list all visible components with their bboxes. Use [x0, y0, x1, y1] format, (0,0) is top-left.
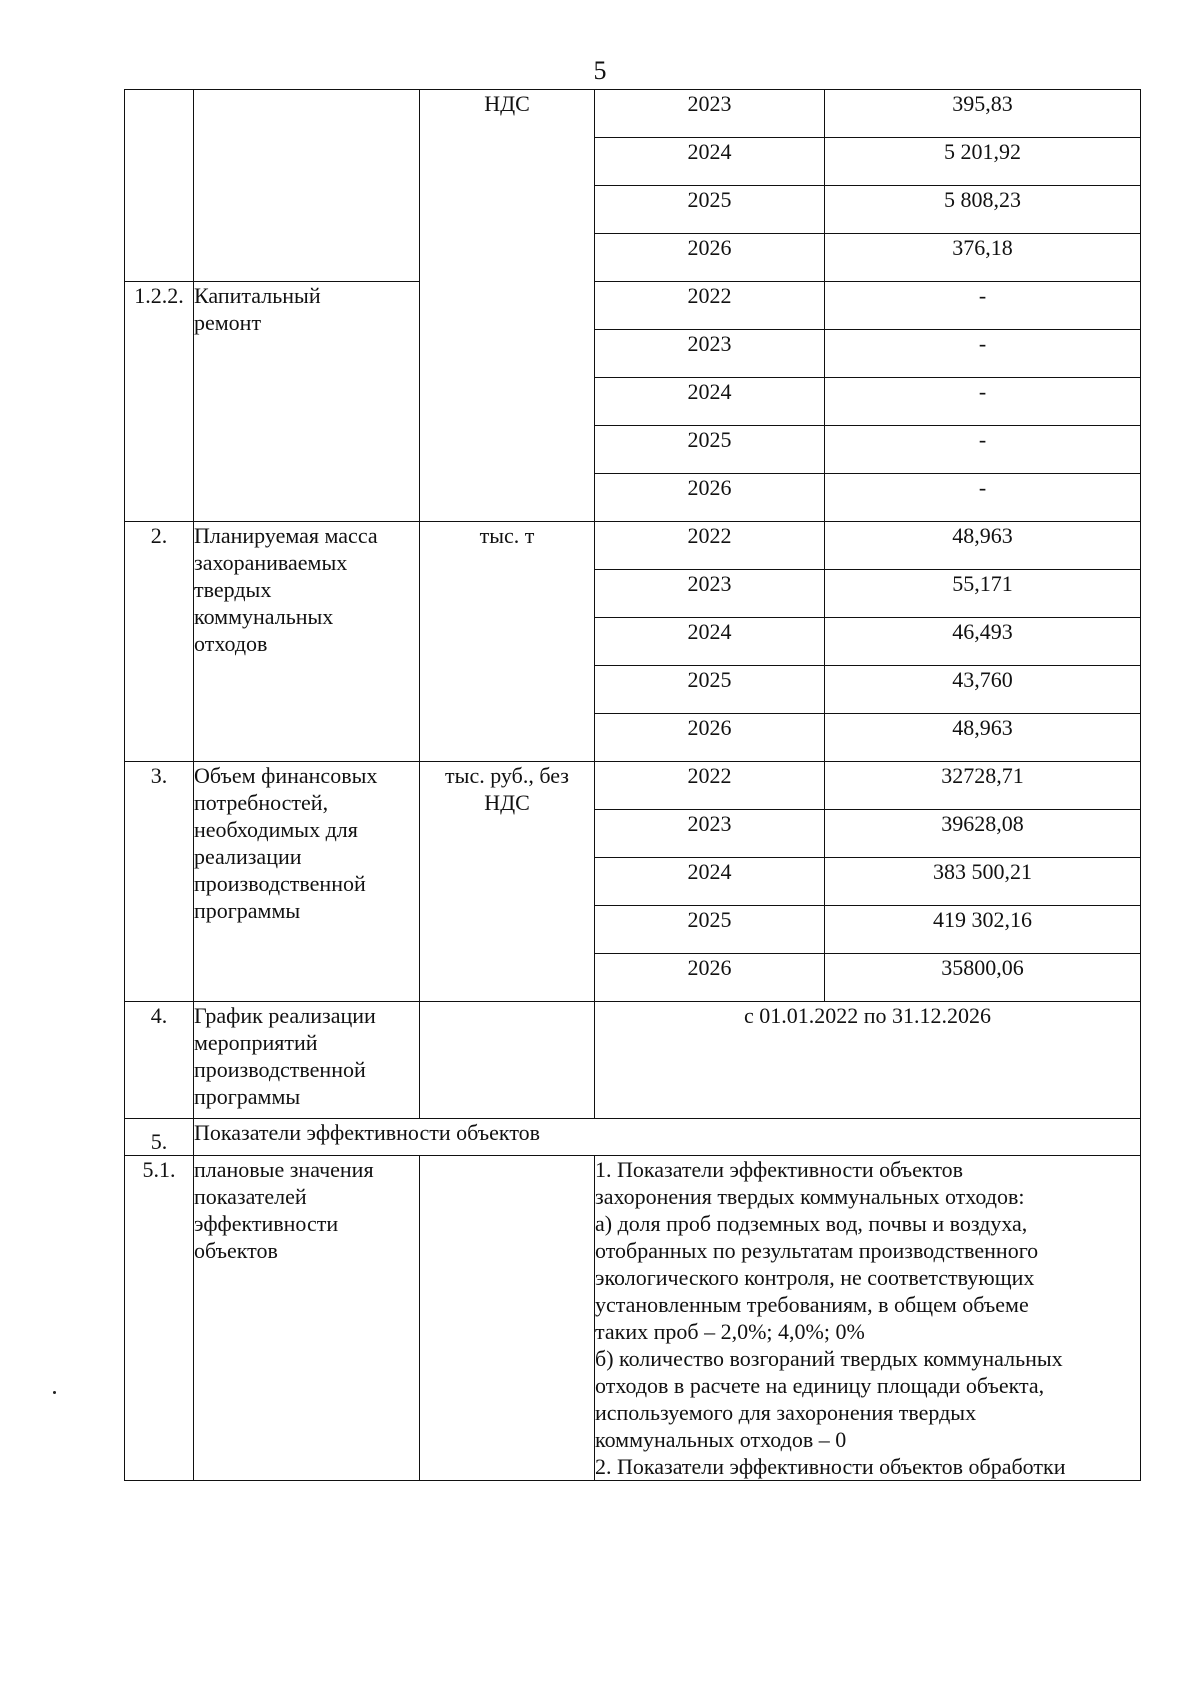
row-name: Объем финансовых потребностей, необходимых для реализации производственной программы	[194, 762, 420, 1002]
scan-speck	[53, 1391, 56, 1394]
value-cell: 43,760	[825, 666, 1141, 714]
value-cell: 48,963	[825, 714, 1141, 762]
table-row	[125, 522, 1141, 570]
row-name: График реализации мероприятий производственной программы	[194, 1002, 420, 1119]
empty-name-cell	[194, 90, 420, 282]
row-number: 1.2.2.	[125, 282, 194, 522]
value-cell: 383 500,21	[825, 858, 1141, 906]
value-cell: 419 302,16	[825, 906, 1141, 954]
unit-cell: тыс. т	[420, 522, 595, 762]
year-cell: 2026	[595, 954, 825, 1002]
value-cell: -	[825, 330, 1141, 378]
year-cell: 2022	[595, 522, 825, 570]
table-row	[125, 762, 1141, 810]
value-cell: 48,963	[825, 522, 1141, 570]
row-number: 4.	[125, 1002, 194, 1119]
value-cell: -	[825, 474, 1141, 522]
empty-num-cell	[125, 90, 194, 282]
indicators-text: 1. Показатели эффективности объектов захоронения твердых коммунальных отходов: а) доля проб подземных вод, почвы и воздуха, отобранных по результатам производственного экологического контроля, не соответствующих установленным требованиям, в общем объеме таких проб – 2,0%; 4,0%; 0% б) количество возгораний твердых коммунальных отходов в расчете на единицу площади объекта, используемого для захоронения твердых коммунальных отходов – 0 2. Показатели эффективности объектов обработки	[595, 1156, 1141, 1481]
row-number: 5.	[125, 1119, 194, 1156]
year-cell: 2024	[595, 138, 825, 186]
empty-unit-cell	[420, 1002, 595, 1119]
value-cell: 46,493	[825, 618, 1141, 666]
year-cell: 2025	[595, 666, 825, 714]
page-number: 5	[593, 56, 607, 85]
year-cell: 2022	[595, 282, 825, 330]
schedule-period: с 01.01.2022 по 31.12.2026	[595, 1002, 1141, 1119]
row-name: Планируемая масса захораниваемых твердых коммунальных отходов	[194, 522, 420, 762]
unit-cell: НДС	[420, 90, 595, 522]
table-row	[125, 1119, 1141, 1156]
year-cell: 2025	[595, 426, 825, 474]
year-cell: 2024	[595, 858, 825, 906]
year-cell: 2025	[595, 186, 825, 234]
year-cell: 2023	[595, 570, 825, 618]
row-number: 5.1.	[125, 1156, 194, 1481]
year-cell: 2026	[595, 234, 825, 282]
value-cell: 55,171	[825, 570, 1141, 618]
row-number: 3.	[125, 762, 194, 1002]
production-program-table	[124, 89, 1141, 1481]
value-cell: 5 201,92	[825, 138, 1141, 186]
value-cell: 32728,71	[825, 762, 1141, 810]
value-cell: 39628,08	[825, 810, 1141, 858]
year-cell: 2026	[595, 474, 825, 522]
year-cell: 2022	[595, 762, 825, 810]
value-cell: -	[825, 426, 1141, 474]
year-cell: 2023	[595, 330, 825, 378]
year-cell: 2023	[595, 90, 825, 138]
table-row	[125, 90, 1141, 138]
table-row	[125, 1156, 1141, 1481]
year-cell: 2025	[595, 906, 825, 954]
table-row	[125, 1002, 1141, 1119]
value-cell: 5 808,23	[825, 186, 1141, 234]
section-title: Показатели эффективности объектов	[194, 1119, 1141, 1156]
row-name: плановые значения показателей эффективности объектов	[194, 1156, 420, 1481]
value-cell: 376,18	[825, 234, 1141, 282]
value-cell: 35800,06	[825, 954, 1141, 1002]
value-cell: 395,83	[825, 90, 1141, 138]
value-cell: -	[825, 378, 1141, 426]
unit-cell: тыс. руб., без НДС	[420, 762, 595, 1002]
year-cell: 2024	[595, 378, 825, 426]
year-cell: 2026	[595, 714, 825, 762]
year-cell: 2023	[595, 810, 825, 858]
empty-unit-cell	[420, 1156, 595, 1481]
row-name: Капитальный ремонт	[194, 282, 420, 522]
row-number: 2.	[125, 522, 194, 762]
value-cell: -	[825, 282, 1141, 330]
year-cell: 2024	[595, 618, 825, 666]
table-row	[125, 282, 1141, 330]
